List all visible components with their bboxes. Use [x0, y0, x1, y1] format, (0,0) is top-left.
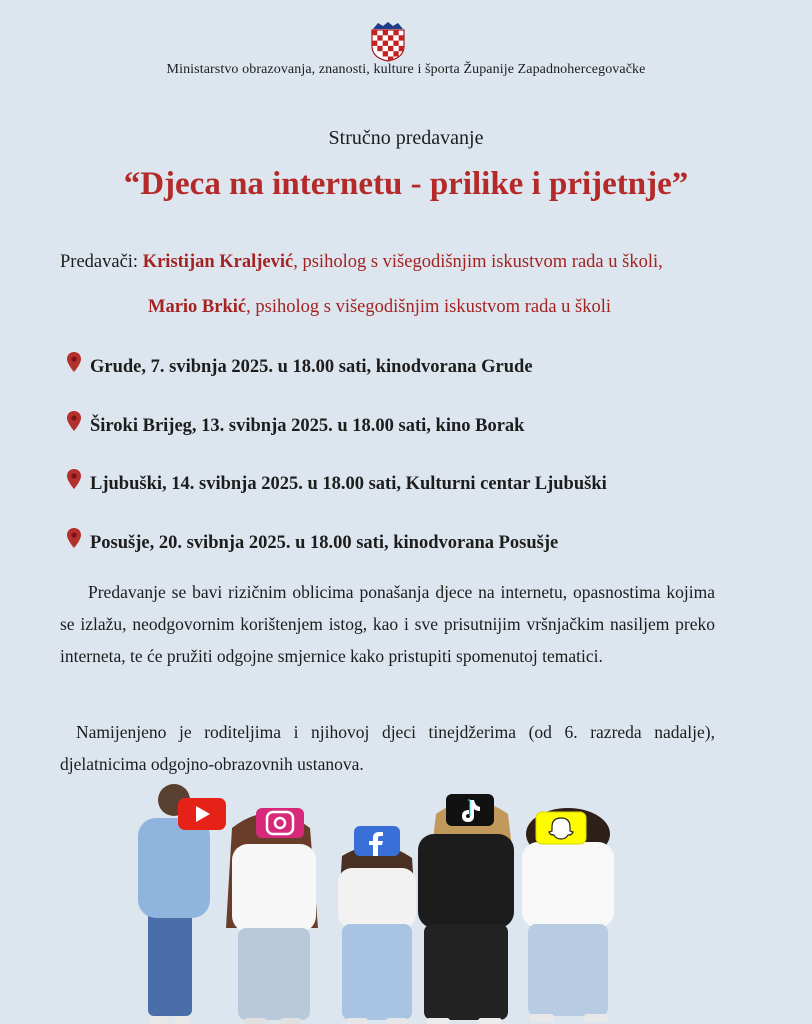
location-pin-icon	[66, 527, 82, 549]
event-item	[66, 357, 533, 378]
instagram-icon	[256, 808, 304, 838]
lecture-kicker: Stručno predavanje	[328, 127, 484, 149]
snapchat-icon	[536, 812, 586, 844]
youtube-icon	[178, 798, 226, 830]
lecturer-line-1	[60, 252, 663, 273]
teens-illustration	[120, 778, 640, 1024]
lecture-title: “Djeca na internetu - prilike i prijetnje”	[123, 166, 689, 202]
lecturer-role: , psiholog s višegodišnjim iskustvom rada u školi,	[293, 252, 663, 272]
teen-figure	[226, 813, 318, 1024]
lecturer-line-2	[148, 297, 611, 318]
facebook-icon	[354, 826, 400, 856]
lecturers-label: Predavači:	[60, 252, 139, 272]
tiktok-icon	[446, 794, 494, 826]
event-item	[66, 474, 607, 495]
event-text: Grude, 7. svibnja 2025. u 18.00 sati, kinodvorana Grude	[90, 357, 533, 377]
teen-figure	[338, 845, 416, 1024]
event-text: Široki Brijeg, 13. svibnja 2025. u 18.00 sati, kino Borak	[90, 416, 525, 436]
event-item	[66, 416, 524, 437]
description-paragraph: Predavanje se bavi rizičnim oblicima ponašanja djece na internetu, opasnostima kojima se izlažu, neodgovornim korištenjem istog, kao i sve prisutnijim vršnjačkim nasiljem preko interneta, te će pružiti odgojne smjernice kako pristupiti spomenutoj tematici.	[60, 582, 715, 666]
lecturer-name: Mario Brkić	[148, 297, 247, 317]
event-item	[66, 533, 558, 554]
lecturer-name: Kristijan Kraljević	[142, 252, 294, 272]
event-text: Ljubuški, 14. svibnja 2025. u 18.00 sati, Kulturni centar Ljubuški	[90, 474, 607, 494]
location-pin-icon	[66, 468, 82, 490]
teen-figure	[418, 801, 514, 1024]
location-pin-icon	[66, 351, 82, 373]
lecturer-role: , psiholog s višegodišnjim iskustvom rada u školi	[246, 297, 612, 317]
location-pin-icon	[66, 410, 82, 432]
coat-of-arms-icon	[369, 20, 407, 62]
audience-paragraph: Namijenjeno je roditeljima i njihovoj djeci tinejdžerima (od 6. razreda nadalje), djelatnicima odgojno-obrazovnih ustanova.	[60, 722, 715, 774]
ministry-name: Ministarstvo obrazovanja, znanosti, kulture i športa Županije Zapadnohercegovačke	[166, 62, 646, 77]
event-text: Posušje, 20. svibnja 2025. u 18.00 sati, kinodvorana Posušje	[90, 533, 559, 553]
